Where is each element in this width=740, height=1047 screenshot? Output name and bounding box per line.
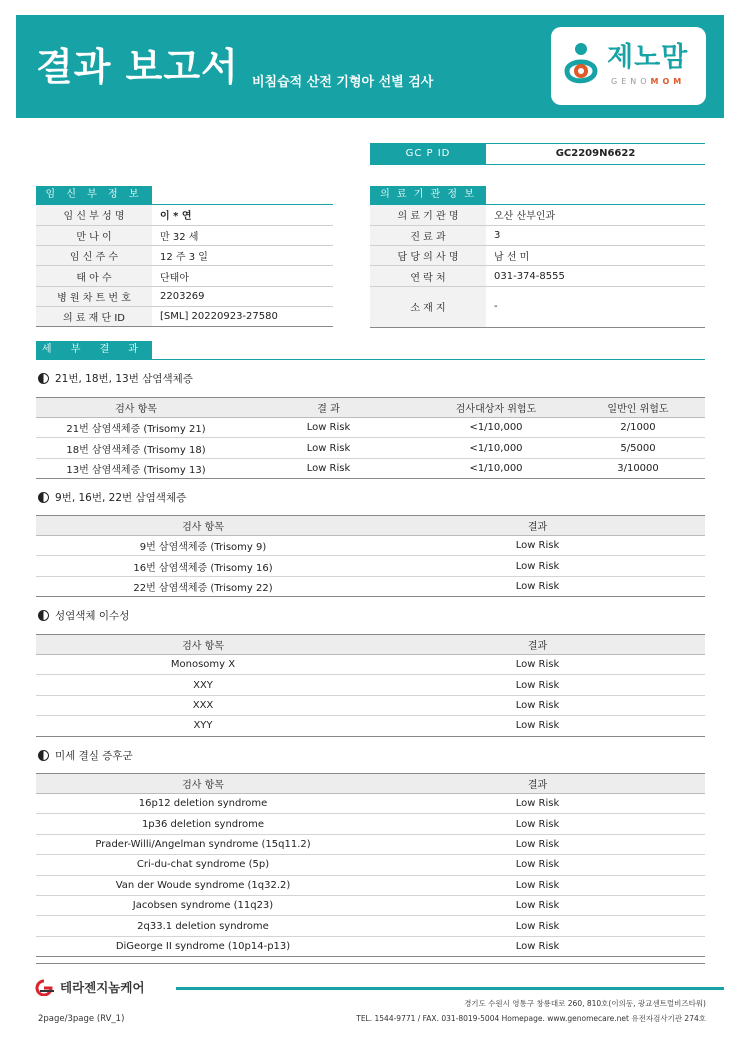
theragen-logo-icon: [32, 979, 56, 996]
logo-subtext: GENOMOM: [611, 77, 686, 86]
report-subtitle: 비침습적 산전 기형아 선별 검사: [252, 75, 434, 90]
table-row: 9번 삼염색체증 (Trisomy 9) Low Risk: [36, 536, 705, 556]
table-row: Jacobsen syndrome (11q23) Low Risk: [36, 895, 705, 915]
header-banner: [16, 15, 724, 118]
group4-table: [36, 773, 705, 957]
group3-table: [36, 634, 705, 737]
institution-row: 담 당 의 사 명 남 선 미: [370, 246, 705, 266]
half-circle-icon: [38, 492, 49, 503]
page-number: 2page/3page (RV_1): [38, 1014, 125, 1024]
patient-info-table: [36, 205, 333, 327]
institution-row: 의 료 기 관 명 오산 산부인과: [370, 205, 705, 225]
half-circle-icon: [38, 373, 49, 384]
table-row: Van der Woude syndrome (1q32.2) Low Risk: [36, 875, 705, 895]
logo-wordmark: 제노맘: [607, 42, 689, 73]
mother-baby-icon: [563, 41, 599, 89]
table-row: 16번 삼염색체증 (Trisomy 16) Low Risk: [36, 556, 705, 576]
gc-id-label: GC P ID: [370, 143, 486, 165]
table-row: XXX Low Risk: [36, 695, 705, 715]
details-section-line: [36, 359, 705, 360]
half-circle-icon: [38, 750, 49, 761]
institution-row: 연 락 처 031-374-8555: [370, 266, 705, 286]
table-row: Monosomy X Low Risk: [36, 655, 705, 675]
report-title: 결과 보고서: [36, 45, 239, 89]
footer-divider: [36, 963, 705, 964]
table-row: DiGeorge II syndrome (10p14-p13) Low Risk: [36, 936, 705, 956]
patient-row: 의 료 재 단 ID [SML] 20220923-27580: [36, 306, 333, 326]
table-row: 1p36 deletion syndrome Low Risk: [36, 814, 705, 834]
patient-row: 임 신 부 성 명 이 * 연: [36, 205, 333, 225]
patient-row: 병 원 차 트 번 호 2203269: [36, 286, 333, 306]
institution-section-tab: 의 료 기 관 정 보: [370, 186, 486, 204]
table-row: 13번 삼염색체증 (Trisomy 13) Low Risk <1/10,000 3/10000: [36, 458, 705, 478]
group4-title: 미세 결실 증후군: [38, 748, 133, 763]
patient-row: 임 신 주 수 12 주 3 일: [36, 246, 333, 266]
table-row: XXY Low Risk: [36, 675, 705, 695]
group1-title: 21번, 18번, 13번 삼염색체증: [38, 371, 193, 386]
table-row: 16p12 deletion syndrome Low Risk: [36, 794, 705, 814]
group2-title: 9번, 16번, 22번 삼염색체증: [38, 490, 186, 505]
details-section-tab: 세 부 결 과: [36, 341, 152, 359]
institution-row: 소 재 지 -: [370, 286, 705, 328]
table-header-row: 검사 항목 결과: [36, 635, 705, 655]
group1-table: [36, 397, 705, 479]
table-row: Prader-Willi/Angelman syndrome (15q11.2) Low Risk: [36, 834, 705, 854]
gc-id-value: GC2209N6622: [555, 148, 636, 159]
footer-company-logo: 테라젠지놈케어: [32, 978, 145, 996]
patient-section-tab: 임 신 부 정 보: [36, 186, 152, 204]
patient-row: 만 나 이 만 32 세: [36, 225, 333, 245]
patient-row: 태 아 수 단태아: [36, 266, 333, 286]
table-row: 18번 삼염색체증 (Trisomy 18) Low Risk <1/10,000 5/5000: [36, 438, 705, 458]
table-row: 22번 삼염색체증 (Trisomy 22) Low Risk: [36, 576, 705, 596]
table-header-row: 검사 항목 결과: [36, 774, 705, 794]
table-row: XYY Low Risk: [36, 716, 705, 736]
group2-table: [36, 515, 705, 597]
table-header-row: 검사 항목 결 과 검사대상자 위험도 일반인 위험도: [36, 398, 705, 418]
footer-accent-line: [176, 987, 724, 990]
half-circle-icon: [38, 610, 49, 621]
gc-id-row: [370, 143, 705, 165]
genomom-logo: [551, 27, 706, 105]
table-row: 2q33.1 deletion syndrome Low Risk: [36, 916, 705, 936]
table-header-row: 검사 항목 결과: [36, 516, 705, 536]
table-row: 21번 삼염색체증 (Trisomy 21) Low Risk <1/10,000 2/1000: [36, 418, 705, 438]
table-row: Cri-du-chat syndrome (5p) Low Risk: [36, 855, 705, 875]
institution-info-table: [370, 205, 705, 328]
institution-row: 진 료 과 3: [370, 225, 705, 245]
footer-address: 경기도 수원시 영통구 창룡대로 260, 810호(이의동, 광교센트럴비즈타워): [464, 999, 706, 1008]
group3-title: 성염색체 이수성: [38, 608, 129, 623]
footer-contact: TEL. 1544-9771 / FAX. 031-8019-5004 Homepage. www.genomecare.net 유전자검사기관 274호: [356, 1014, 706, 1023]
